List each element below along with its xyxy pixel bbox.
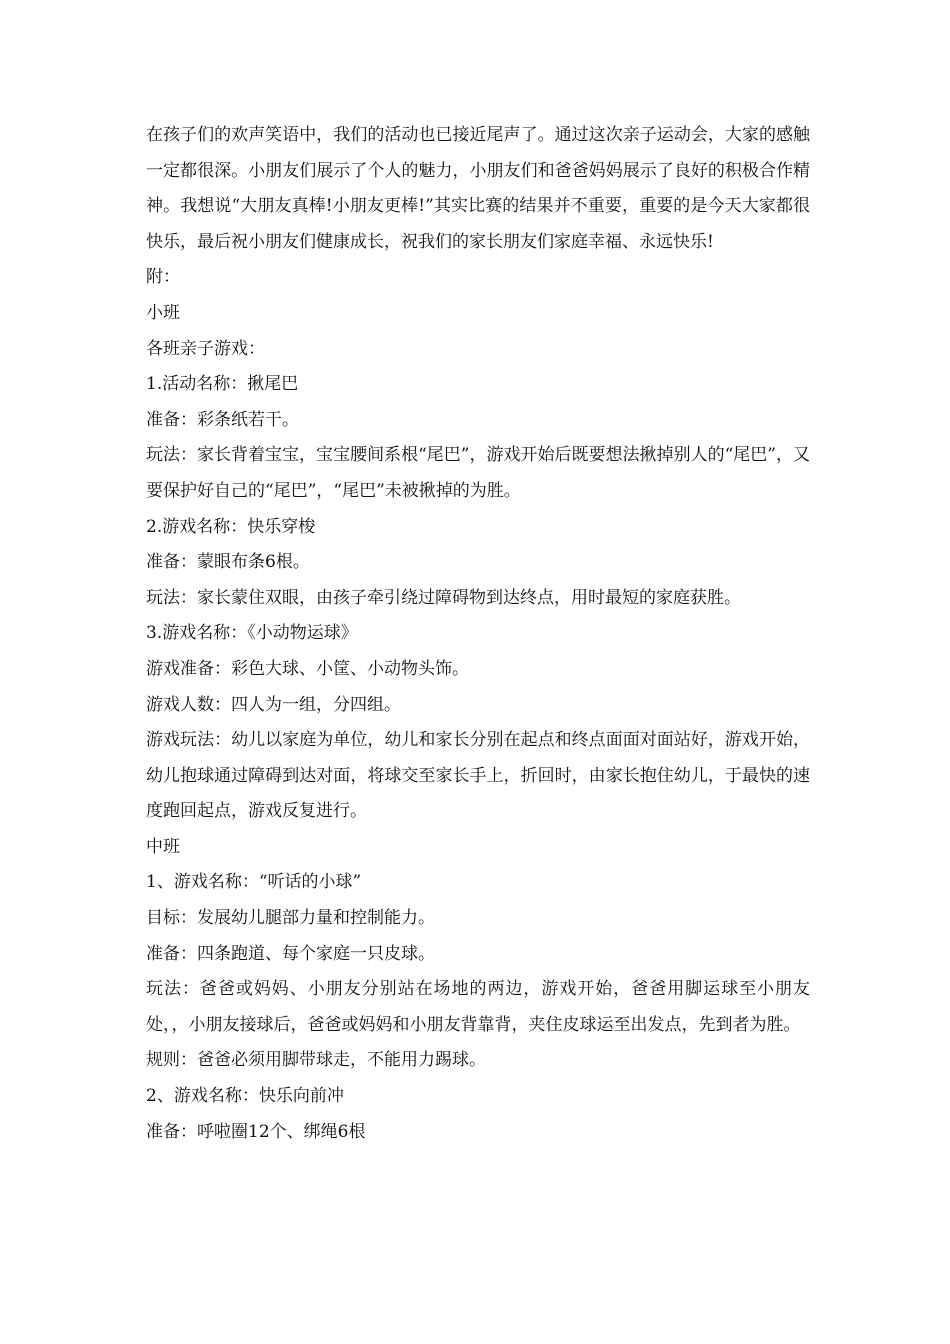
section-heading-small-class: 小班 (146, 302, 180, 323)
game-1-title: 1.活动名称：揪尾巴 (146, 374, 299, 395)
game-2-title: 2.游戏名称：快乐穿梭 (146, 516, 316, 537)
middle-game-1-play: 玩法：爸爸或妈妈、小朋友分别站在场地的两边，游戏开始，爸爸用脚运球至小朋友处，，小朋友接球后，爸爸或妈妈和小朋友背靠背，夹住皮球运至出发点，先到者为胜。 (146, 979, 810, 1035)
section-heading-middle-class: 中班 (146, 836, 180, 857)
game-1-preparation: 准备：彩条纸若干。 (146, 409, 299, 430)
document-page (146, 118, 810, 1150)
middle-game-2-preparation: 准备：呼啦圈12个、绑绳6根 (146, 1121, 366, 1142)
game-1-rules: 玩法：家长背着宝宝，宝宝腰间系根“尾巴”，游戏开始后既要想法揪掉别人的“尾巴”，又要保护好自己的“尾巴”，“尾巴”未被揪掉的为胜。 (146, 445, 810, 501)
middle-game-1-title: 1、游戏名称：“听话的小球” (146, 872, 362, 893)
games-heading: 各班亲子游戏： (146, 338, 265, 359)
game-3-preparation: 游戏准备：彩色大球、小筐、小动物头饰。 (146, 658, 469, 679)
game-2-rules: 玩法：家长蒙住双眼，由孩子牵引绕过障碍物到达终点，用时最短的家庭获胜。 (146, 587, 741, 608)
game-3-rules: 游戏玩法：幼儿以家庭为单位，幼儿和家长分别在起点和终点面面对面站好，游戏开始，幼儿抱球通过障碍到达对面，将球交至家长手上，折回时，由家长抱住幼儿，于最快的速度跑回起点，游戏反复进行。 (146, 730, 810, 822)
appendix-label: 附： (146, 267, 180, 288)
middle-game-1-rules: 规则：爸爸必须用脚带球走，不能用力踢球。 (146, 1050, 486, 1071)
middle-game-1-goal: 目标：发展幼儿腿部力量和控制能力。 (146, 908, 435, 929)
middle-game-2-title: 2、游戏名称：快乐向前冲 (146, 1086, 344, 1107)
game-3-title: 3.游戏名称：《小动物运球》 (146, 623, 358, 644)
closing-paragraph: 在孩子们的欢声笑语中，我们的活动也已接近尾声了。通过这次亲子运动会，大家的感触一定都很深。小朋友们展示了个人的魅力，小朋友们和爸爸妈妈展示了良好的积极合作精神。我想说“大朋友真棒!小朋友更棒!”其实比赛的结果并不重要，重要的是今天大家都很快乐，最后祝小朋友们健康成长，祝我们的家长朋友们家庭幸福、永远快乐! (146, 125, 810, 252)
game-3-players: 游戏人数：四人为一组，分四组。 (146, 694, 401, 715)
middle-game-1-preparation: 准备：四条跑道、每个家庭一只皮球。 (146, 943, 435, 964)
game-2-preparation: 准备：蒙眼布条6根。 (146, 552, 310, 573)
